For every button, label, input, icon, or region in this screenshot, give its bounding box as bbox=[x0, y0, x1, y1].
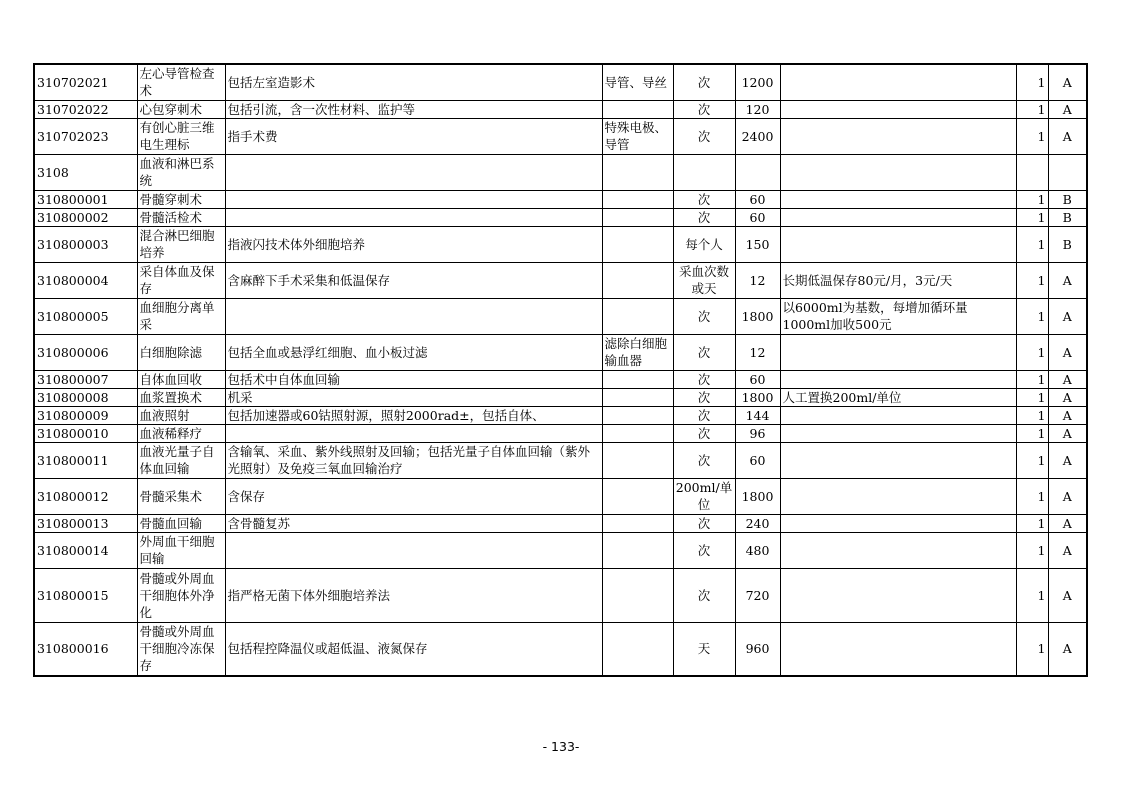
item-price: 1800 bbox=[735, 478, 780, 514]
item-note bbox=[780, 406, 1016, 424]
item-price: 150 bbox=[735, 226, 780, 262]
item-price: 2400 bbox=[735, 118, 780, 154]
item-note bbox=[780, 190, 1016, 208]
item-content: 指手术费 bbox=[225, 118, 602, 154]
item-exclusions bbox=[602, 442, 673, 478]
fee-schedule-table bbox=[33, 63, 1088, 677]
item-unit: 次 bbox=[673, 406, 735, 424]
item-ratio: 1 bbox=[1016, 226, 1048, 262]
item-code: 310800008 bbox=[34, 388, 137, 406]
item-ratio: 1 bbox=[1016, 190, 1048, 208]
item-unit: 每个人 bbox=[673, 226, 735, 262]
item-class: A bbox=[1048, 298, 1087, 334]
item-name: 外周血干细胞回输 bbox=[137, 532, 225, 568]
item-name: 左心导管检查术 bbox=[137, 64, 225, 100]
item-exclusions bbox=[602, 622, 673, 676]
item-price: 144 bbox=[735, 406, 780, 424]
item-note bbox=[780, 424, 1016, 442]
item-code: 310800009 bbox=[34, 406, 137, 424]
item-name: 血液稀释疗 bbox=[137, 424, 225, 442]
table-row bbox=[34, 568, 1087, 622]
item-name: 骨髓穿刺术 bbox=[137, 190, 225, 208]
item-unit: 次 bbox=[673, 424, 735, 442]
item-content bbox=[225, 532, 602, 568]
item-note bbox=[780, 64, 1016, 100]
item-name: 混合淋巴细胞培养 bbox=[137, 226, 225, 262]
item-content: 指液闪技术体外细胞培养 bbox=[225, 226, 602, 262]
item-content: 含保存 bbox=[225, 478, 602, 514]
item-unit: 次 bbox=[673, 100, 735, 118]
item-price: 1200 bbox=[735, 64, 780, 100]
item-price: 60 bbox=[735, 370, 780, 388]
table-row bbox=[34, 370, 1087, 388]
item-code: 310702023 bbox=[34, 118, 137, 154]
item-content: 包括全血或悬浮红细胞、血小板过滤 bbox=[225, 334, 602, 370]
item-code: 310800005 bbox=[34, 298, 137, 334]
item-unit bbox=[673, 154, 735, 190]
item-class: A bbox=[1048, 568, 1087, 622]
item-class: A bbox=[1048, 370, 1087, 388]
item-code: 310702022 bbox=[34, 100, 137, 118]
item-content: 包括加速器或60钴照射源，照射2000rad±，包括自体、 bbox=[225, 406, 602, 424]
item-price: 720 bbox=[735, 568, 780, 622]
table-row bbox=[34, 514, 1087, 532]
item-unit: 次 bbox=[673, 64, 735, 100]
item-name: 骨髓或外周血干细胞体外净化 bbox=[137, 568, 225, 622]
item-content: 指严格无菌下体外细胞培养法 bbox=[225, 568, 602, 622]
item-unit: 采血次数或天 bbox=[673, 262, 735, 298]
item-ratio: 1 bbox=[1016, 622, 1048, 676]
item-exclusions: 特殊电极、导管 bbox=[602, 118, 673, 154]
item-unit: 次 bbox=[673, 514, 735, 532]
item-note: 长期低温保存80元/月，3元/天 bbox=[780, 262, 1016, 298]
item-unit: 次 bbox=[673, 334, 735, 370]
item-note bbox=[780, 442, 1016, 478]
item-name: 血浆置换术 bbox=[137, 388, 225, 406]
item-class: A bbox=[1048, 406, 1087, 424]
item-unit: 次 bbox=[673, 370, 735, 388]
item-note bbox=[780, 514, 1016, 532]
item-unit: 次 bbox=[673, 532, 735, 568]
item-ratio: 1 bbox=[1016, 100, 1048, 118]
item-note bbox=[780, 118, 1016, 154]
item-class: A bbox=[1048, 424, 1087, 442]
item-name: 骨髓或外周血干细胞冷冻保存 bbox=[137, 622, 225, 676]
item-class: A bbox=[1048, 388, 1087, 406]
item-exclusions bbox=[602, 370, 673, 388]
item-note bbox=[780, 334, 1016, 370]
item-name: 采自体血及保存 bbox=[137, 262, 225, 298]
item-name: 白细胞除滤 bbox=[137, 334, 225, 370]
item-note bbox=[780, 100, 1016, 118]
item-ratio: 1 bbox=[1016, 442, 1048, 478]
item-exclusions bbox=[602, 568, 673, 622]
item-code: 310800016 bbox=[34, 622, 137, 676]
item-ratio: 1 bbox=[1016, 262, 1048, 298]
item-unit: 次 bbox=[673, 442, 735, 478]
item-code: 310800001 bbox=[34, 190, 137, 208]
item-exclusions bbox=[602, 154, 673, 190]
item-ratio: 1 bbox=[1016, 478, 1048, 514]
item-class bbox=[1048, 154, 1087, 190]
item-content: 包括术中自体血回输 bbox=[225, 370, 602, 388]
table-row bbox=[34, 118, 1087, 154]
item-price: 240 bbox=[735, 514, 780, 532]
item-unit: 天 bbox=[673, 622, 735, 676]
item-class: A bbox=[1048, 118, 1087, 154]
item-class: A bbox=[1048, 334, 1087, 370]
item-class: A bbox=[1048, 532, 1087, 568]
item-ratio: 1 bbox=[1016, 532, 1048, 568]
table-row bbox=[34, 154, 1087, 190]
item-price: 960 bbox=[735, 622, 780, 676]
table-row bbox=[34, 298, 1087, 334]
item-content: 含输氧、采血、紫外线照射及回输；包括光量子自体血回输（紫外光照射）及免疫三氧血回输治疗 bbox=[225, 442, 602, 478]
item-content: 含麻醉下手术采集和低温保存 bbox=[225, 262, 602, 298]
table-row bbox=[34, 100, 1087, 118]
item-price: 120 bbox=[735, 100, 780, 118]
item-price bbox=[735, 154, 780, 190]
item-class: B bbox=[1048, 190, 1087, 208]
item-price: 96 bbox=[735, 424, 780, 442]
item-content: 机采 bbox=[225, 388, 602, 406]
item-code: 310800015 bbox=[34, 568, 137, 622]
item-code: 310800012 bbox=[34, 478, 137, 514]
item-name: 自体血回收 bbox=[137, 370, 225, 388]
item-name: 血液照射 bbox=[137, 406, 225, 424]
item-note: 人工置换200ml/单位 bbox=[780, 388, 1016, 406]
item-content bbox=[225, 154, 602, 190]
item-name: 骨髓血回输 bbox=[137, 514, 225, 532]
item-ratio: 1 bbox=[1016, 118, 1048, 154]
item-exclusions bbox=[602, 478, 673, 514]
item-unit: 次 bbox=[673, 388, 735, 406]
item-unit: 次 bbox=[673, 568, 735, 622]
item-price: 60 bbox=[735, 208, 780, 226]
item-class: A bbox=[1048, 442, 1087, 478]
item-class: A bbox=[1048, 262, 1087, 298]
item-name: 骨髓采集术 bbox=[137, 478, 225, 514]
item-content bbox=[225, 424, 602, 442]
item-class: A bbox=[1048, 64, 1087, 100]
item-note: 以6000ml为基数，每增加循环量1000ml加收500元 bbox=[780, 298, 1016, 334]
item-unit: 次 bbox=[673, 118, 735, 154]
item-unit: 200ml/单位 bbox=[673, 478, 735, 514]
item-exclusions bbox=[602, 424, 673, 442]
item-exclusions bbox=[602, 298, 673, 334]
item-class: B bbox=[1048, 208, 1087, 226]
item-exclusions bbox=[602, 406, 673, 424]
item-note bbox=[780, 478, 1016, 514]
item-exclusions bbox=[602, 100, 673, 118]
item-code: 310800014 bbox=[34, 532, 137, 568]
item-content: 包括程控降温仪或超低温、液氮保存 bbox=[225, 622, 602, 676]
item-exclusions: 滤除白细胞输血器 bbox=[602, 334, 673, 370]
item-content: 含骨髓复苏 bbox=[225, 514, 602, 532]
item-price: 60 bbox=[735, 190, 780, 208]
item-content bbox=[225, 190, 602, 208]
item-content: 包括引流，含一次性材料、监护等 bbox=[225, 100, 602, 118]
item-name: 血液和淋巴系统 bbox=[137, 154, 225, 190]
table-row bbox=[34, 622, 1087, 676]
item-code: 310800013 bbox=[34, 514, 137, 532]
item-unit: 次 bbox=[673, 298, 735, 334]
item-note bbox=[780, 226, 1016, 262]
item-exclusions bbox=[602, 532, 673, 568]
item-name: 血液光量子自体血回输 bbox=[137, 442, 225, 478]
item-ratio: 1 bbox=[1016, 370, 1048, 388]
item-exclusions bbox=[602, 226, 673, 262]
item-note bbox=[780, 568, 1016, 622]
item-class: A bbox=[1048, 100, 1087, 118]
item-ratio: 1 bbox=[1016, 298, 1048, 334]
item-exclusions: 导管、导丝 bbox=[602, 64, 673, 100]
item-ratio: 1 bbox=[1016, 64, 1048, 100]
item-note bbox=[780, 622, 1016, 676]
item-code: 310800010 bbox=[34, 424, 137, 442]
item-exclusions bbox=[602, 208, 673, 226]
item-code: 310800002 bbox=[34, 208, 137, 226]
table-row bbox=[34, 478, 1087, 514]
item-unit: 次 bbox=[673, 190, 735, 208]
item-price: 1800 bbox=[735, 298, 780, 334]
table-row bbox=[34, 406, 1087, 424]
item-content bbox=[225, 208, 602, 226]
table-row bbox=[34, 226, 1087, 262]
item-exclusions bbox=[602, 190, 673, 208]
table-row bbox=[34, 388, 1087, 406]
item-price: 1800 bbox=[735, 388, 780, 406]
item-note bbox=[780, 370, 1016, 388]
item-code: 310702021 bbox=[34, 64, 137, 100]
item-price: 480 bbox=[735, 532, 780, 568]
item-note bbox=[780, 532, 1016, 568]
item-content bbox=[225, 298, 602, 334]
item-exclusions bbox=[602, 262, 673, 298]
item-code: 310800011 bbox=[34, 442, 137, 478]
item-ratio: 1 bbox=[1016, 514, 1048, 532]
item-name: 血细胞分离单采 bbox=[137, 298, 225, 334]
item-code: 3108 bbox=[34, 154, 137, 190]
item-ratio: 1 bbox=[1016, 406, 1048, 424]
item-unit: 次 bbox=[673, 208, 735, 226]
table-row bbox=[34, 334, 1087, 370]
item-ratio bbox=[1016, 154, 1048, 190]
item-code: 310800004 bbox=[34, 262, 137, 298]
item-note bbox=[780, 208, 1016, 226]
table-row bbox=[34, 532, 1087, 568]
item-price: 60 bbox=[735, 442, 780, 478]
item-note bbox=[780, 154, 1016, 190]
item-class: B bbox=[1048, 226, 1087, 262]
item-class: A bbox=[1048, 514, 1087, 532]
item-exclusions bbox=[602, 388, 673, 406]
item-class: A bbox=[1048, 478, 1087, 514]
item-ratio: 1 bbox=[1016, 208, 1048, 226]
table-row bbox=[34, 424, 1087, 442]
table-row bbox=[34, 190, 1087, 208]
item-ratio: 1 bbox=[1016, 424, 1048, 442]
item-code: 310800007 bbox=[34, 370, 137, 388]
table-row bbox=[34, 442, 1087, 478]
item-price: 12 bbox=[735, 334, 780, 370]
item-code: 310800006 bbox=[34, 334, 137, 370]
item-name: 心包穿刺术 bbox=[137, 100, 225, 118]
item-ratio: 1 bbox=[1016, 568, 1048, 622]
item-price: 12 bbox=[735, 262, 780, 298]
table-row bbox=[34, 64, 1087, 100]
item-name: 骨髓活检术 bbox=[137, 208, 225, 226]
item-class: A bbox=[1048, 622, 1087, 676]
item-name: 有创心脏三维电生理标 bbox=[137, 118, 225, 154]
table-row bbox=[34, 262, 1087, 298]
item-ratio: 1 bbox=[1016, 388, 1048, 406]
item-ratio: 1 bbox=[1016, 334, 1048, 370]
page-number: - 133- bbox=[542, 739, 580, 754]
item-code: 310800003 bbox=[34, 226, 137, 262]
table-row bbox=[34, 208, 1087, 226]
item-exclusions bbox=[602, 514, 673, 532]
item-content: 包括左室造影术 bbox=[225, 64, 602, 100]
